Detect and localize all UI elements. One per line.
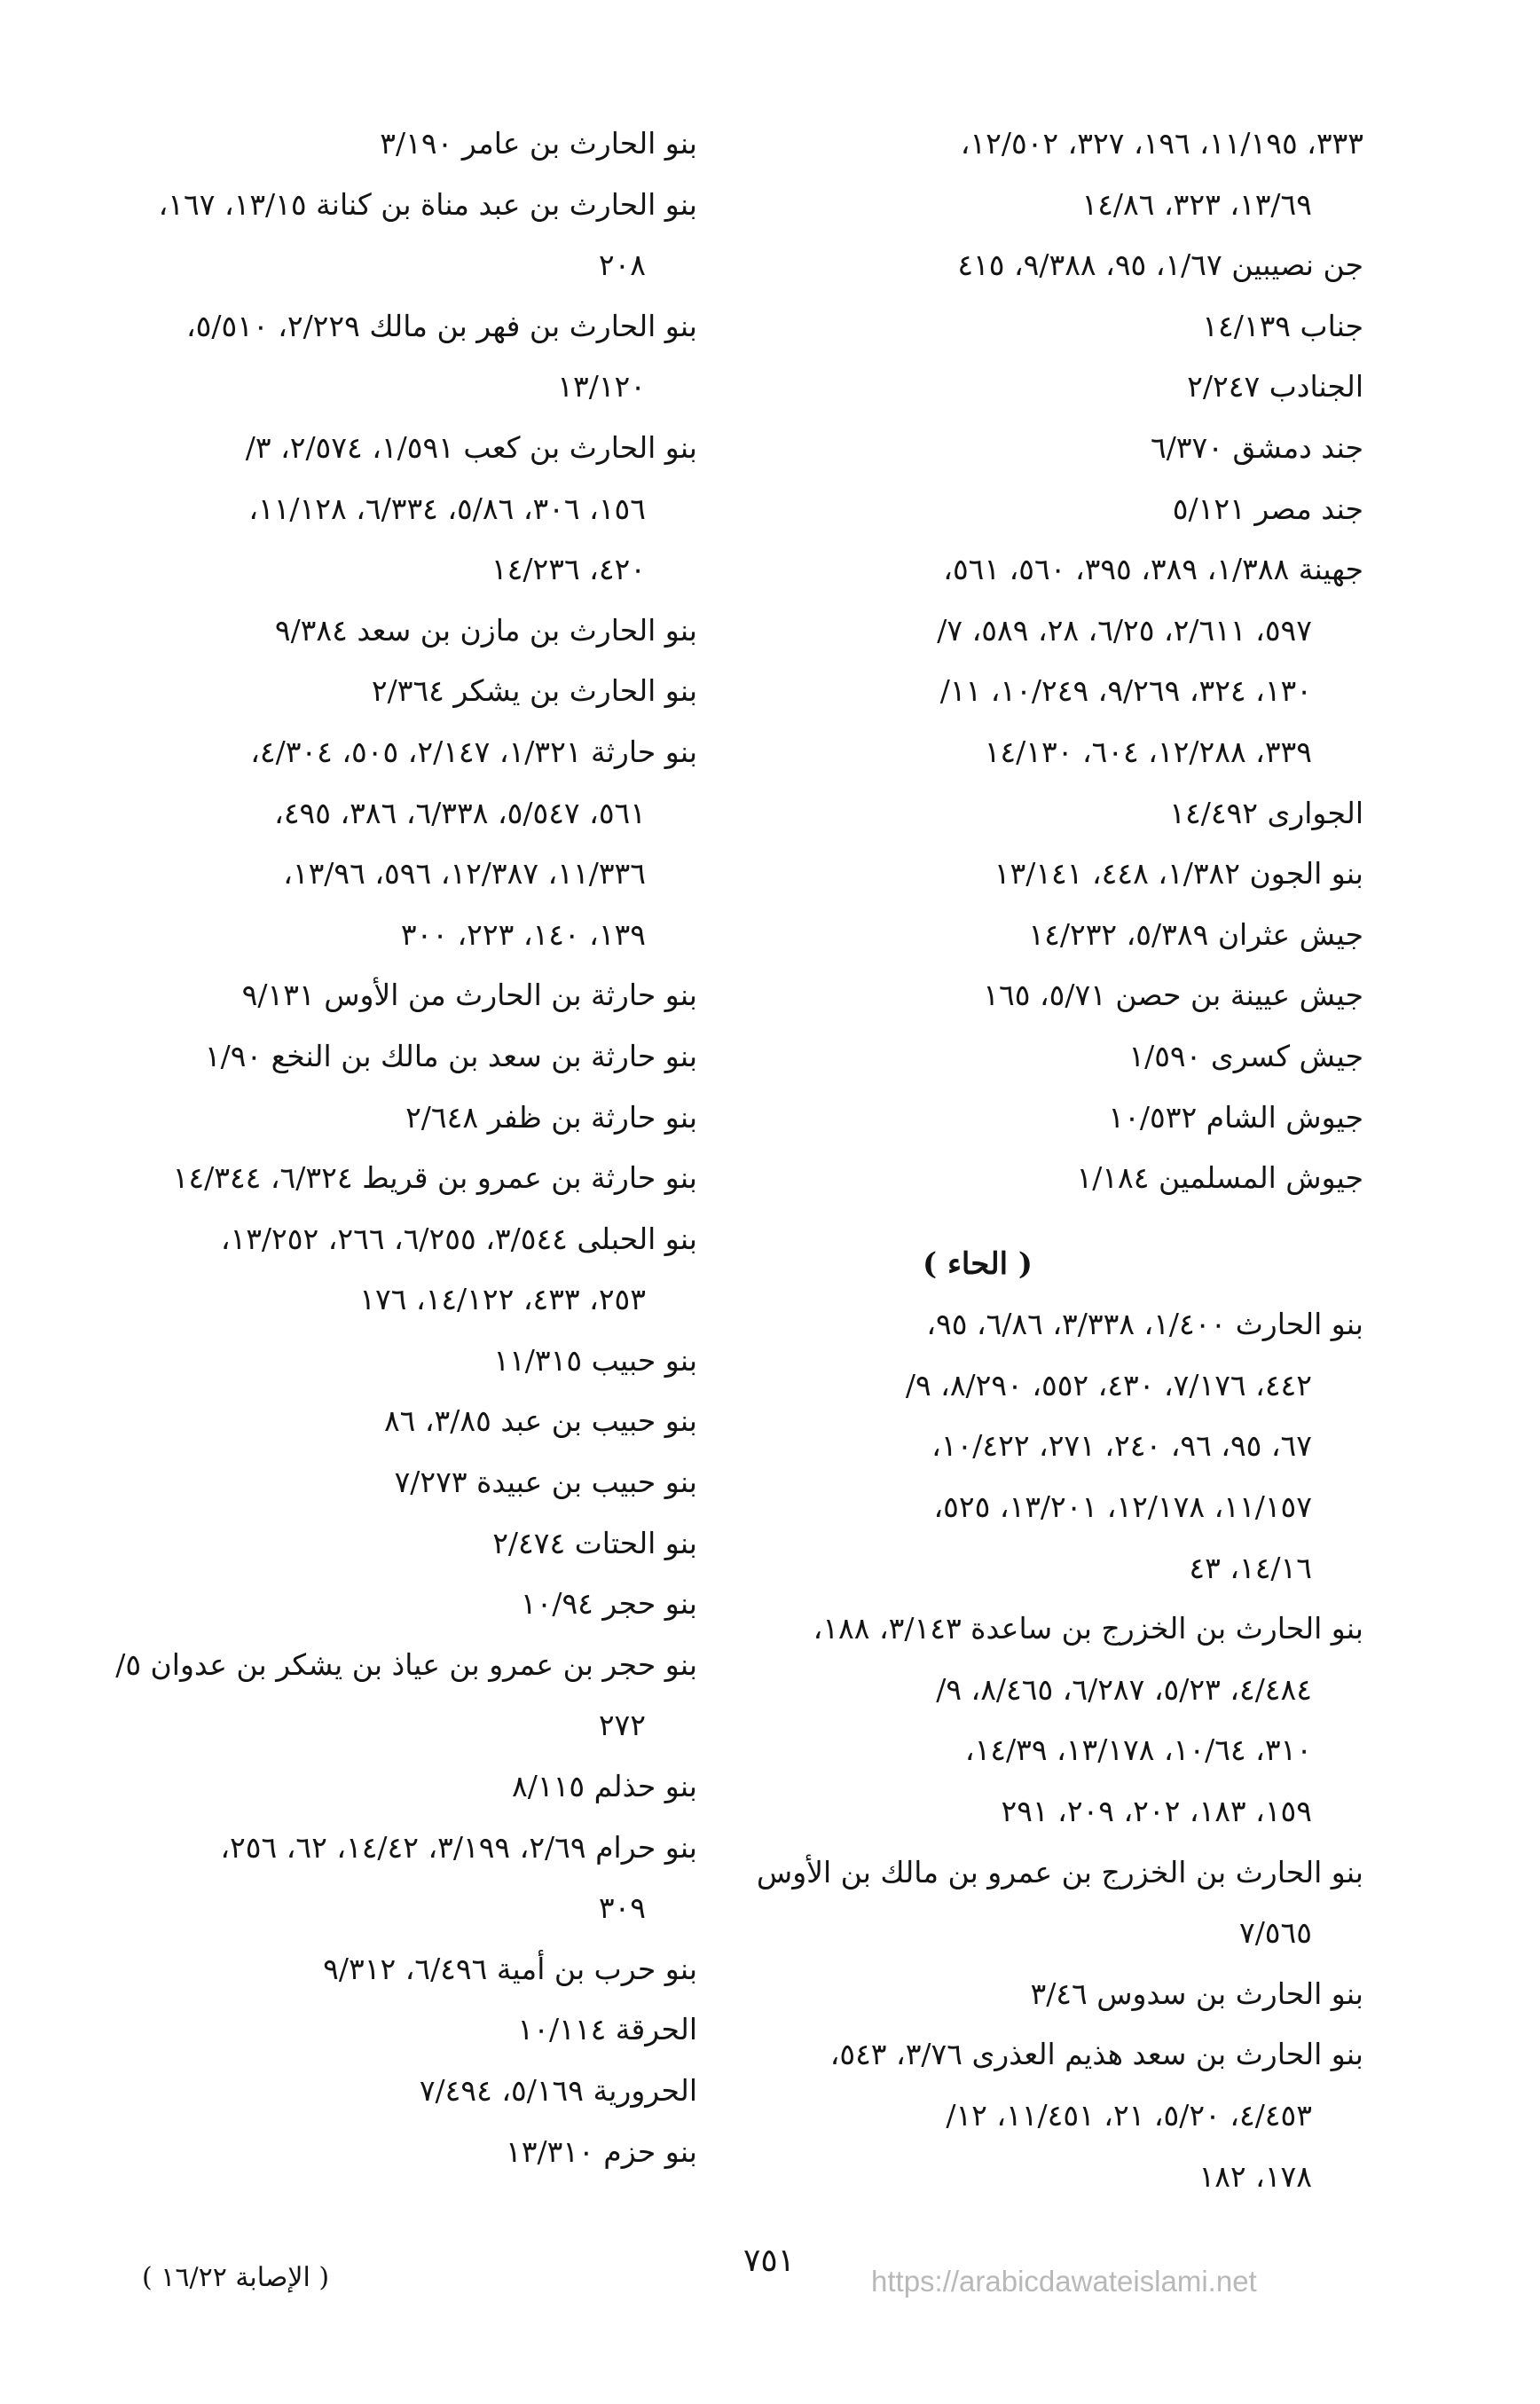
- entry-first-line: بنو الحبلى ٣/٥٤٤، ٦/٢٥٥، ٢٦٦، ١٣/٢٥٢،: [220, 1221, 697, 1256]
- index-entry: [751, 905, 1363, 966]
- entry-continuation-line: ٤٢٠، ١٤/٢٣٦: [491, 552, 646, 587]
- entry-first-line: بنو الحارث بن يشكر ٢/٣٦٤: [371, 673, 697, 709]
- index-entry: [85, 1088, 697, 1149]
- page-number: ٧٥١: [743, 2243, 796, 2279]
- entry-first-line: جيش كسرى ١/٥٩٠: [1128, 1038, 1363, 1073]
- index-entry: [85, 114, 697, 175]
- entry-continuation-line: ٥٦١، ٥/٥٤٧، ٦/٣٣٨، ٣٨٦، ٤٩٥،: [274, 795, 646, 830]
- index-entry: [751, 1842, 1363, 1964]
- index-entry: [751, 418, 1363, 479]
- left-column: [85, 114, 697, 2182]
- entry-first-line: الجوارى ١٤/٤٩٢: [1169, 795, 1363, 830]
- entry-first-line: جيوش الشام ١٠/٥٣٢: [1108, 1099, 1363, 1135]
- entry-first-line: بنو الحارث بن كعب ١/٥٩١، ٢/٥٧٤، ٣/: [245, 429, 697, 465]
- index-entry: [85, 1999, 697, 2061]
- entry-first-line: جيش عثران ٥/٣٨٩، ١٤/٢٣٢: [1028, 916, 1363, 952]
- entry-first-line: بنو حزم ١٣/٣١٠: [506, 2133, 697, 2169]
- entry-first-line: جن نصيبين ١/٦٧، ٩٥، ٩/٣٨٨، ٤١٥: [957, 247, 1363, 283]
- entry-first-line: بنو الحارث بن عبد مناة بن كنانة ١٣/١٥، ١٦٧،: [158, 186, 697, 222]
- watermark-url: https://arabicdawateislami.net: [871, 2265, 1257, 2298]
- entry-first-line: بنو حرب بن أمية ٦/٤٩٦، ٩/٣١٢: [323, 1951, 697, 1986]
- index-entry: [85, 1209, 697, 1331]
- entry-first-line: بنو الحارث بن عامر ٣/١٩٠: [380, 126, 697, 161]
- entry-continuation-line: ١٥٦، ٣٠٦، ٥/٨٦، ٦/٣٣٤، ١١/١٢٨،: [248, 491, 646, 526]
- entry-first-line: جيوش المسلمين ١/١٨٤: [1076, 1160, 1363, 1196]
- source-note: ( الإصابة ١٦/٢٢ ): [142, 2262, 330, 2293]
- index-entry: [85, 1756, 697, 1818]
- index-entry: [85, 418, 697, 601]
- entry-continuation-line: ١١/٣٣٦، ١٢/٣٨٧، ٥٩٦، ١٣/٩٦،: [283, 856, 646, 892]
- entry-first-line: جهينة ١/٣٨٨، ٣٨٩، ٣٩٥، ٥٦٠، ٥٦١،: [943, 552, 1363, 587]
- index-entry: [85, 1513, 697, 1575]
- index-entry: [751, 114, 1363, 235]
- right-column: [751, 114, 1363, 2207]
- index-entry: [751, 783, 1363, 845]
- entry-first-line: بنو الحارث بن الخزرج بن عمرو بن مالك بن الأوس: [756, 1854, 1363, 1889]
- index-entry: [85, 1635, 697, 1756]
- index-entry: [751, 1026, 1363, 1088]
- entry-first-line: بنو حرام ٢/٦٩، ٣/١٩٩، ١٤/٤٢، ٦٢، ٢٥٦،: [220, 1829, 697, 1865]
- index-entry: [85, 1574, 697, 1635]
- entry-first-line: الحرورية ٥/١٦٩، ٧/٤٩٤: [419, 2073, 697, 2108]
- section-heading-haa: ( الحاء ): [923, 1245, 1033, 1282]
- entry-first-line: بنو حجر ١٠/٩٤: [520, 1586, 697, 1622]
- index-entry: [751, 357, 1363, 418]
- index-entry: [85, 296, 697, 418]
- right-column-haa-entries: [751, 1294, 1363, 2207]
- entry-continuation-line: ٧/٥٦٥: [1238, 1915, 1312, 1951]
- entry-continuation-line: ١٥٩، ١٨٣، ٢٠٢، ٢٠٩، ٢٩١: [1001, 1794, 1312, 1829]
- entry-continuation-line: ٢٠٨: [598, 247, 646, 283]
- entry-first-line: بنو حارثة بن عمرو بن قريط ٦/٣٢٤، ١٤/٣٤٤: [172, 1160, 697, 1196]
- index-entry: [85, 175, 697, 296]
- entry-first-line: بنو الحارث بن فهر بن مالك ٢/٢٢٩، ٥/٥١٠،: [186, 308, 697, 343]
- entry-continuation-line: ٣١٠، ١٠/٦٤، ١٣/١٧٨، ١٤/٣٩،: [964, 1732, 1312, 1768]
- entry-continuation-line: ١٣٩، ١٤٠، ٢٢٣، ٣٠٠: [400, 916, 646, 952]
- index-entry: [751, 235, 1363, 296]
- index-entry: [85, 965, 697, 1026]
- entry-continuation-line: ١٣/٦٩، ٣٢٣، ١٤/٨٦: [1081, 186, 1312, 222]
- entry-first-line: بنو حبيب ١١/٣١٥: [493, 1342, 697, 1378]
- index-entry: [751, 965, 1363, 1026]
- index-entry: [85, 1818, 697, 1939]
- entry-continuation-line: ٣٠٩: [598, 1890, 646, 1926]
- entry-continuation-line: ٤/٤٥٣، ٥/٢٠، ٢١، ١١/٤٥١، ١٢/: [946, 2098, 1312, 2133]
- index-entry: [85, 661, 697, 722]
- entry-first-line: بنو الحارث بن الخزرج بن ساعدة ٣/١٤٣، ١٨٨،: [813, 1611, 1363, 1646]
- entry-first-line: ٣٣٣، ١١/١٩٥، ١٩٦، ٣٢٧، ١٢/٥٠٢،: [960, 126, 1363, 161]
- index-entry: [751, 539, 1363, 782]
- entry-first-line: بنو الحتات ٢/٤٧٤: [492, 1525, 697, 1560]
- index-entry: [85, 722, 697, 965]
- entry-first-line: بنو الجون ١/٣٨٢، ٤٤٨، ١٣/١٤١: [994, 856, 1363, 892]
- entry-first-line: بنو حارثة ١/٣٢١، ٢/١٤٧، ٥٠٥، ٤/٣٠٤،: [250, 734, 697, 769]
- entry-first-line: بنو حبيب بن عبيدة ٧/٢٧٣: [394, 1465, 697, 1500]
- entry-first-line: جناب ١٤/١٣٩: [1202, 308, 1363, 343]
- entry-continuation-line: ١٣٠، ٣٢٤، ٩/٢٦٩، ١٠/٢٤٩، ١١/: [939, 673, 1312, 709]
- entry-first-line: جيش عيينة بن حصن ٥/٧١، ١٦٥: [983, 978, 1363, 1013]
- entry-continuation-line: ٦٧، ٩٥، ٩٦، ٢٤٠، ٢٧١، ١٠/٤٢٢،: [931, 1428, 1312, 1464]
- entry-first-line: بنو الحارث ١/٤٠٠، ٣/٣٣٨، ٦/٨٦، ٩٥،: [926, 1307, 1363, 1342]
- index-entry: [751, 1599, 1363, 1842]
- index-entry: [85, 1331, 697, 1392]
- entry-first-line: بنو حارثة بن الحارث من الأوس ٩/١٣١: [241, 978, 697, 1013]
- entry-first-line: الجنادب ٢/٢٤٧: [1187, 369, 1363, 405]
- entry-continuation-line: ٤/٤٨٤، ٥/٢٣، ٦/٢٨٧، ٨/٤٦٥، ٩/: [936, 1671, 1312, 1707]
- index-entry: [85, 1452, 697, 1513]
- index-entry: [85, 601, 697, 662]
- entry-first-line: بنو الحارث بن مازن بن سعد ٩/٣٨٤: [274, 612, 697, 648]
- index-entry: [85, 2061, 697, 2122]
- index-entry: [751, 2024, 1363, 2207]
- index-entry: [751, 1088, 1363, 1149]
- entry-continuation-line: ١١/١٥٧، ١٢/١٧٨، ١٣/٢٠١، ٥٢٥،: [933, 1489, 1312, 1525]
- index-entry: [751, 296, 1363, 357]
- index-entry: [751, 1148, 1363, 1209]
- index-entry: [751, 844, 1363, 905]
- entry-first-line: بنو حارثة بن سعد بن مالك بن النخع ١/٩٠: [204, 1038, 697, 1073]
- entry-first-line: بنو الحارث بن سعد هذيم العذرى ٣/٧٦، ٥٤٣،: [829, 2037, 1363, 2072]
- entry-continuation-line: ١٣/١٢٠: [557, 369, 646, 405]
- index-entry: [751, 479, 1363, 540]
- entry-continuation-line: ١٤/١٦، ٤٣: [1189, 1550, 1312, 1585]
- index-entry: [85, 1026, 697, 1088]
- entry-first-line: بنو حبيب بن عبد ٣/٨٥، ٨٦: [383, 1403, 697, 1439]
- entry-continuation-line: ٢٥٣، ٤٣٣، ١٤/١٢٢، ١٧٦: [359, 1282, 646, 1317]
- entry-first-line: جند دمشق ٦/٣٧٠: [1150, 429, 1363, 465]
- entry-first-line: بنو حذلم ٨/١١٥: [512, 1769, 697, 1804]
- index-entry: [85, 1148, 697, 1209]
- entry-continuation-line: ٣٣٩، ١٢/٢٨٨، ٦٠٤، ١٤/١٣٠: [984, 734, 1312, 769]
- entry-first-line: بنو حارثة بن ظفر ٢/٦٤٨: [405, 1099, 697, 1135]
- index-entry: [85, 1939, 697, 2000]
- index-entry: [751, 1964, 1363, 2025]
- entry-continuation-line: ١٧٨، ١٨٢: [1198, 2158, 1312, 2194]
- entry-continuation-line: ٢٧٢: [598, 1708, 646, 1743]
- entry-first-line: بنو حجر بن عمرو بن عياذ بن يشكر بن عدوان ٥/: [115, 1646, 697, 1682]
- entry-first-line: الحرقة ١٠/١١٤: [517, 2012, 697, 2047]
- entry-continuation-line: ٤٤٢، ٧/١٧٦، ٤٣٠، ٥٥٢، ٨/٢٩٠، ٩/: [905, 1367, 1312, 1402]
- entry-continuation-line: ٥٩٧، ٢/٦١١، ٦/٢٥، ٢٨، ٥٨٩، ٧/: [937, 612, 1312, 648]
- entry-first-line: جند مصر ٥/١٢١: [1172, 491, 1363, 526]
- index-entry: [751, 1294, 1363, 1599]
- index-entry: [85, 1391, 697, 1452]
- right-column-entries: [751, 114, 1363, 1209]
- entry-first-line: بنو الحارث بن سدوس ٣/٤٦: [1030, 1976, 1363, 2011]
- index-entry: [85, 2122, 697, 2183]
- left-column-entries: [85, 114, 697, 2182]
